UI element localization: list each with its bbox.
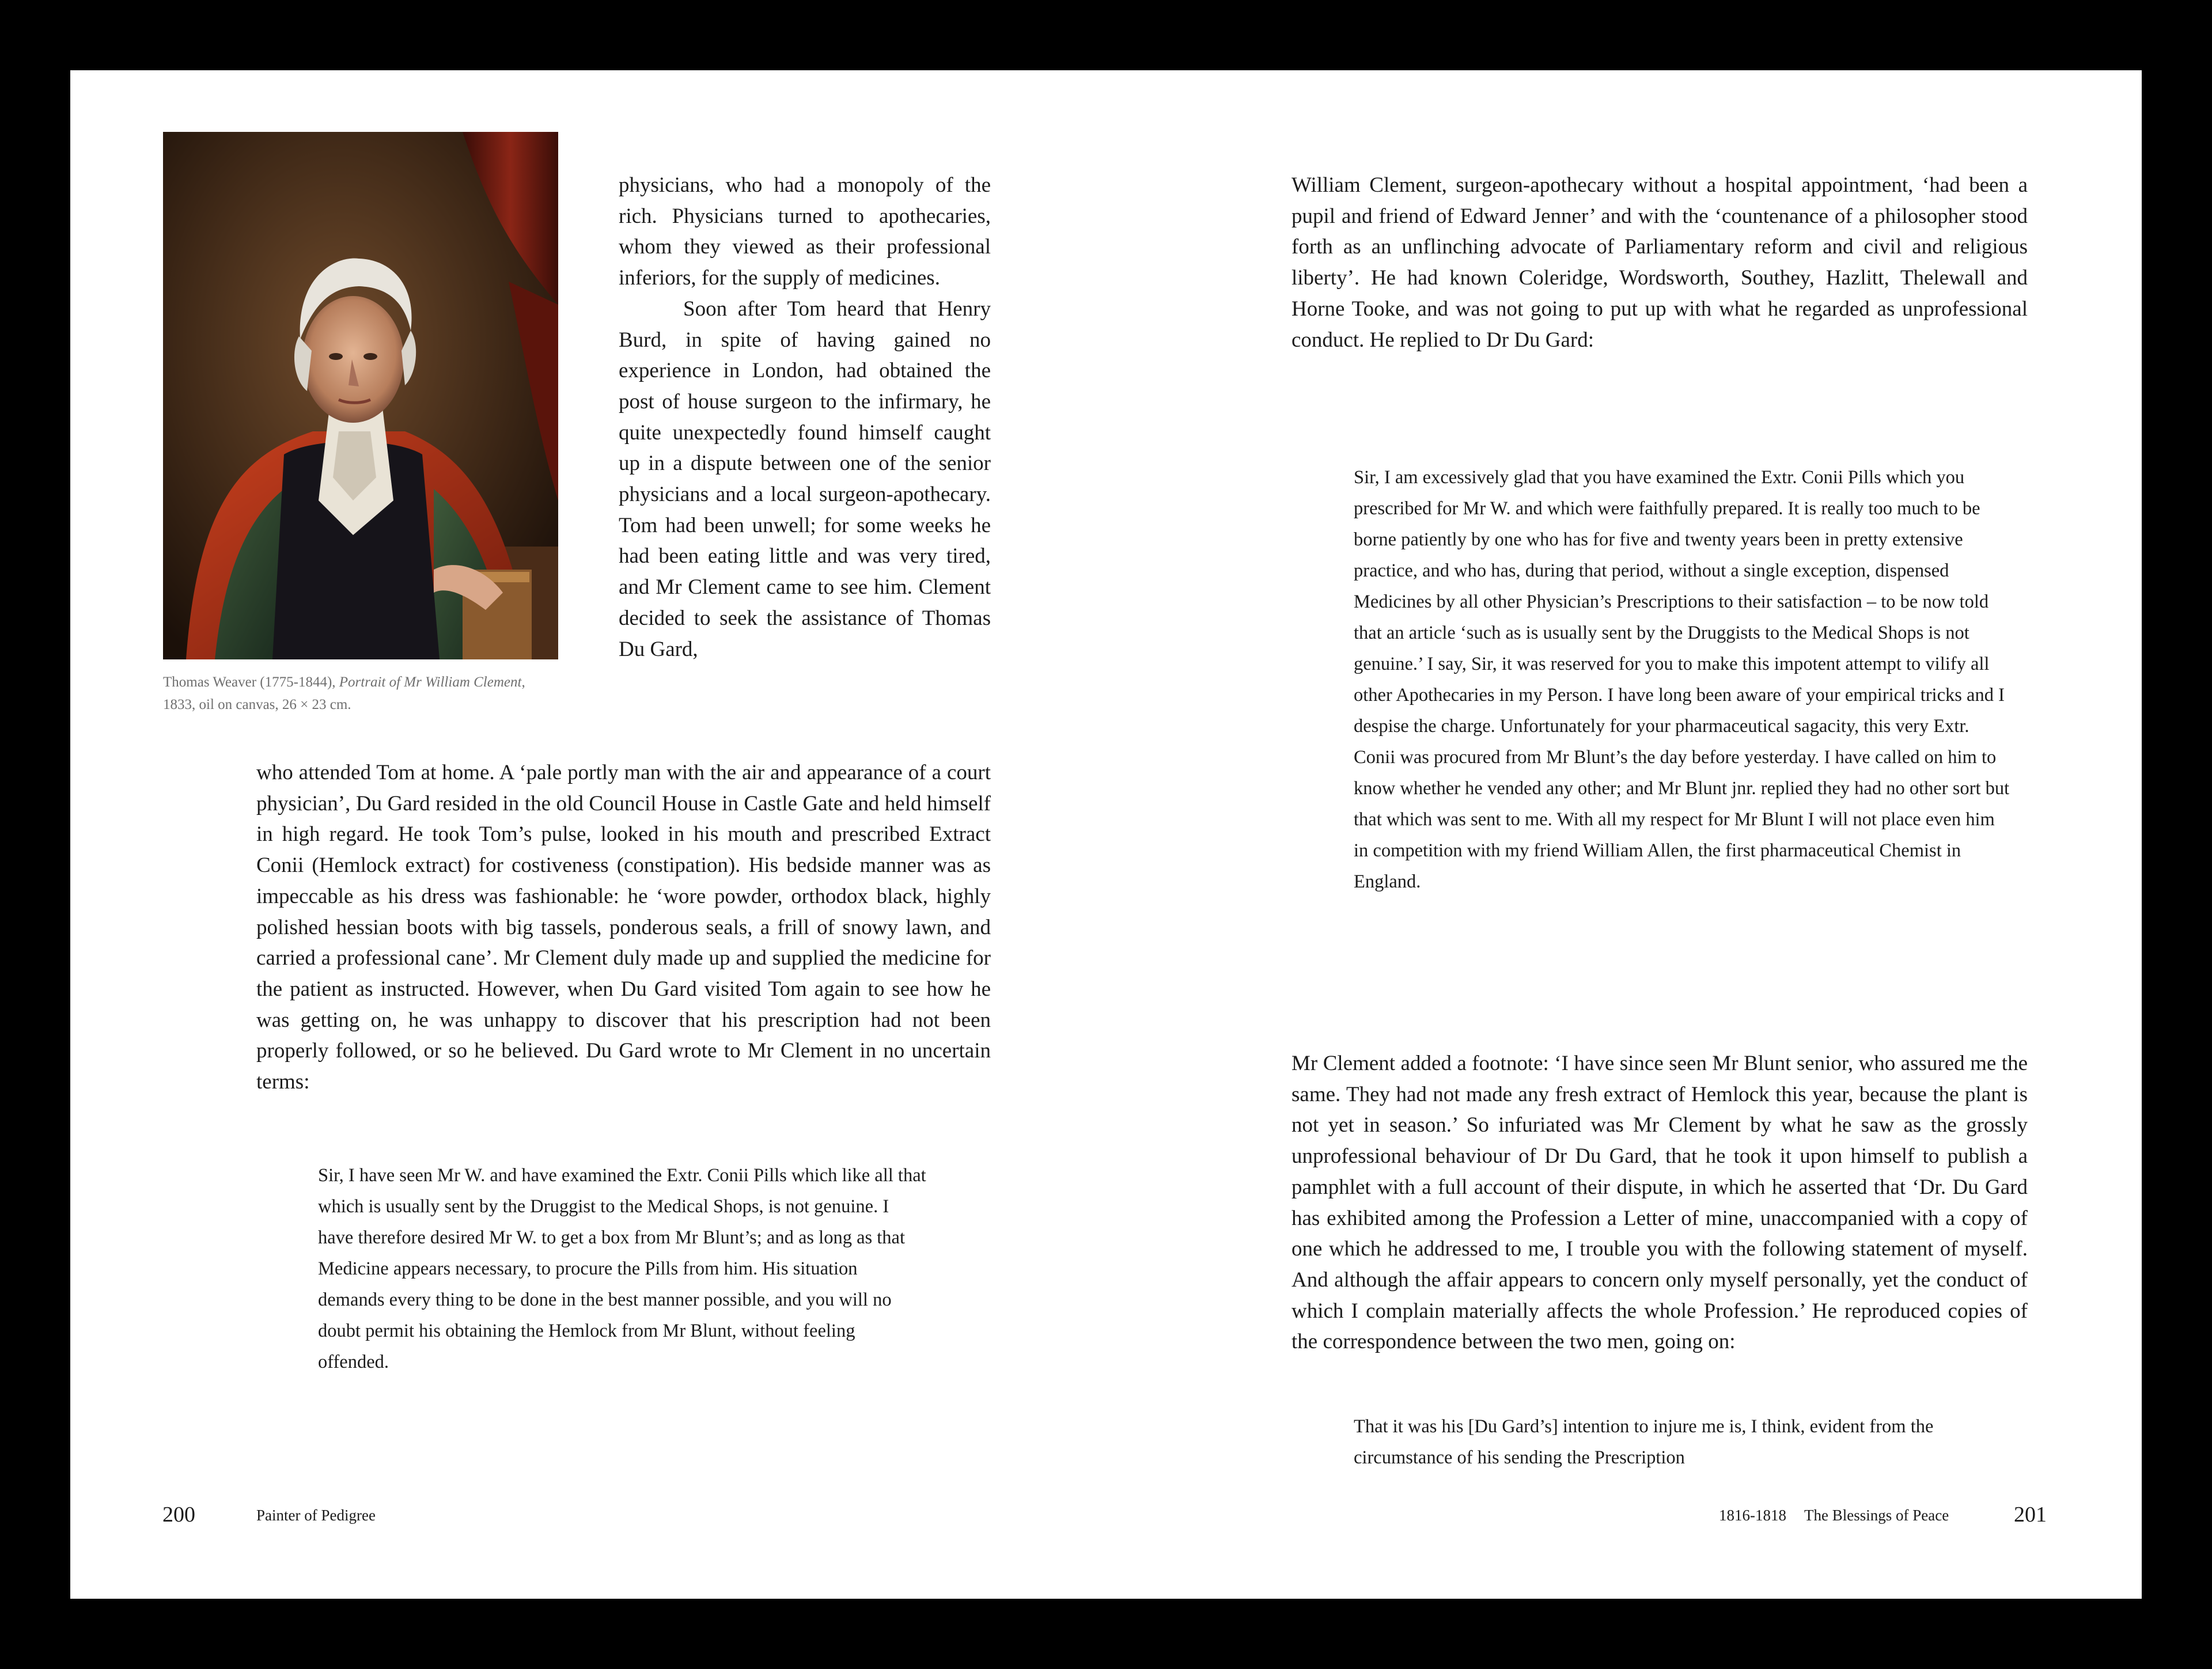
running-head-right: The Blessings of Peace bbox=[1804, 1507, 1949, 1524]
paragraph-du-gard: who attended Tom at home. A ‘pale portly man with the air and appearance of a court physician’, Du Gard resided in the old Council House in Castle Gate and held himself in high regard. He took Tom’s pulse, looked in his mouth and prescribed Extract Conii (Hemlock extract) for costiveness (constipation). His bedside manner was as impeccable as his dress was fashionable: he ‘wore powder, orthodox black, highly polished hessian boots with big tassels, ponderous seals, a frill of snowy lawn, and carried a professional cane’. Mr Clement duly made up and supplied the medicine for the patient as instructed. However, when Du Gard visited Tom again to see how he was getting on, he was unhappy to discover that his prescription had not been properly followed, or so he believed. Du Gard wrote to Mr Clement in no uncertain terms: bbox=[256, 761, 991, 1094]
block-quote-clement-reply: Sir, I am excessively glad that you have examined the Extr. Conii Pills which you prescribed for Mr W. and which were faithfully prepared. It is really too much to be borne patiently by one who has for five and twenty years been in pretty extensive practice, and who has, during that period, without a single exception, dispensed Medicines by all other Physician’s Prescriptions to their satisfaction – to be now told that an article ‘such as is usually sent by the Druggists to the Medical Shops is not genuine.’ I say, Sir, it was reserved for you to make this impotent attempt to vilify all other Apothecaries in my Person. I have long been aware of your empirical tricks and I despise the charge. Unfortunately for your pharmaceutical sagacity, this very Extr. Conii was procured from Mr Blunt’s the day before yesterday. I have called on him to know whether he vended any other; and Mr Blunt jnr. replied they had no other sort but that which was sent to me. With all my respect for Mr Blunt I will not place even him in competition with my friend William Allen, the first pharmaceutical Chemist in England. bbox=[1354, 467, 2010, 892]
left-page bbox=[70, 70, 1106, 1599]
portrait-painting bbox=[163, 132, 558, 659]
wide-text-column bbox=[256, 757, 991, 1098]
block-quote-du-gard-letter: Sir, I have seen Mr W. and have examined the Extr. Conii Pills which like all that which is usually sent by the Druggist to the Medical Shops, is not genuine. I have therefore desired Mr W. to get a box from Mr Blunt’s; and as long as that Medicine appears necessary, to procure the Pills from him. His situation demands every thing to be done in the best manner possible, and you will no doubt permit his obtaining the Hemlock from Mr Blunt, without feeling offended. bbox=[318, 1165, 926, 1372]
running-head-left: Painter of Pedigree bbox=[256, 1507, 376, 1524]
caption-title: Portrait of Mr William Clement bbox=[339, 674, 522, 690]
paragraph-footnote-pamphlet: Mr Clement added a footnote: ‘I have since seen Mr Blunt senior, who assured me the same. They had not made any fresh extract of Hemlock this year, because the plant is not yet in season.’ So infuriated was Mr Clement by what he saw as the grossly unprofessional behaviour of Dr Du Gard, that he took it upon himself to publish a pamphlet with a full account of their dispute, in which he asserted that ‘Dr. Du Gard has exhibited among the Profession a Letter of mine, unaccompanied with a copy of one which he addressed to me, I trouble you with the following statement of myself. And although the affair appears to concern only myself personally, yet the conduct of which I complain materially affects the whole Profession.’ He reproduced copies of the correspondence between the two men, going on: bbox=[1291, 1052, 2028, 1354]
portrait-caption bbox=[163, 671, 532, 716]
block-quote-pamphlet: That it was his [Du Gard’s] intention to injure me is, I think, evident from the circumstance of his sending the Prescription bbox=[1354, 1416, 1934, 1468]
narrow-text-column bbox=[619, 170, 991, 665]
page-number-right: 201 bbox=[2014, 1503, 2047, 1527]
paragraph-henry-burd: Soon after Tom heard that Henry Burd, in spite of having gained no experience in London, had obtained the post of house surgeon to the infirmary, he quite unexpectedly found himself caught up in a dispute between one of the senior physicians and a local surgeon-apothecary. Tom had been unwell; for some weeks he had been eating little and was very tired, and Mr Clement came to see him. Clement decided to seek the assistance of Thomas Du Gard, bbox=[619, 297, 991, 661]
running-head-dates: 1816-1818 bbox=[1719, 1507, 1786, 1524]
paragraph-william-clement: William Clement, surgeon-apothecary without a hospital appointment, ‘had been a pupil and friend of Edward Jenner’ and with the ‘countenance of a philosopher stood forth as an unflinching advocate of Parliamentary reform and civil and religious liberty’. He had known Coleridge, Wordsworth, Southey, Hazlitt, Thelewall and Horne Tooke, and was not going to put up with what he regarded as unprofessional conduct. He replied to Dr Du Gard: bbox=[1291, 173, 2028, 352]
page-number-left: 200 bbox=[162, 1503, 195, 1527]
caption-suffix: , 1833, oil on canvas, 26 × 23 cm. bbox=[163, 674, 525, 712]
book-spread bbox=[70, 70, 2142, 1599]
paragraph-physicians: physicians, who had a monopoly of the rich. Physicians turned to apothecaries, whom they viewed as their professional inferiors, for the supply of medicines. bbox=[619, 173, 991, 290]
caption-prefix: Thomas Weaver (1775-1844), bbox=[163, 674, 339, 690]
